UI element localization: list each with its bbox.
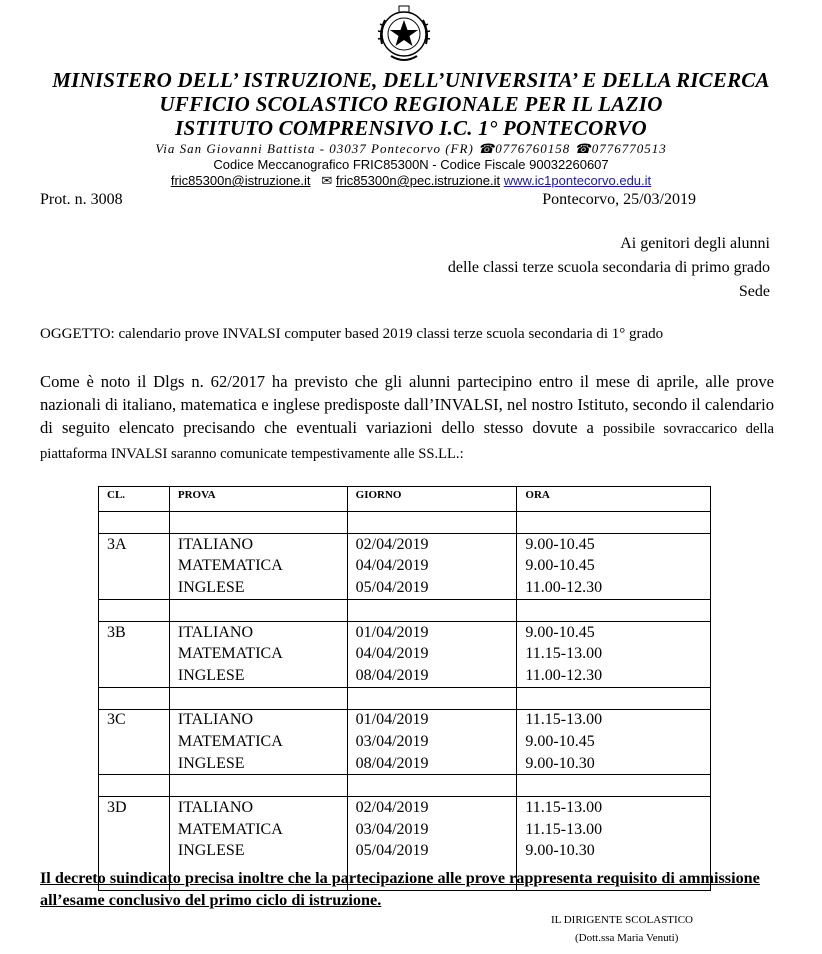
cell-giorno: 03/04/2019 xyxy=(347,731,517,753)
phone-number: 0776760158 xyxy=(495,141,571,156)
table-row xyxy=(99,731,711,753)
cell-prova: INGLESE xyxy=(169,841,347,863)
table-row xyxy=(99,819,711,841)
cell-prova: ITALIANO xyxy=(169,797,347,819)
recipient-line: delle classi terze scuola secondaria di primo grado xyxy=(447,259,770,276)
table-row xyxy=(99,621,711,643)
cell-ora: 11.15-13.00 xyxy=(517,643,711,665)
protocol-number: Prot. n. 3008 xyxy=(40,191,123,208)
cell-ora: 9.00-10.30 xyxy=(517,841,711,863)
cell-giorno: 05/04/2019 xyxy=(347,841,517,863)
cell-prova: MATEMATICA xyxy=(169,643,347,665)
cell-giorno: 03/04/2019 xyxy=(347,819,517,841)
cell-prova: ITALIANO xyxy=(169,709,347,731)
institute-title: ISTITUTO COMPRENSIVO I.C. 1° PONTECORVO xyxy=(175,116,647,140)
cell-giorno: 05/04/2019 xyxy=(347,577,517,599)
admission-note: Il decreto suindicato precisa inoltre che la partecipazione alle prove rappresenta requisito di ammissione all’esame conclusivo del primo ciclo di istruzione. xyxy=(40,869,760,909)
cell-ora: 11.00-12.30 xyxy=(517,665,711,687)
table-header-row xyxy=(99,487,711,512)
address-line xyxy=(0,141,822,157)
cell-ora: 9.00-10.45 xyxy=(517,556,711,578)
header-cl: CL. xyxy=(99,487,170,512)
emails-line xyxy=(0,173,822,189)
cell-prova: ITALIANO xyxy=(169,534,347,556)
recipients xyxy=(448,232,770,304)
mail-icon: ✉ xyxy=(321,173,333,188)
table-spacer-row xyxy=(99,599,711,621)
cell-ora: 9.00-10.45 xyxy=(517,621,711,643)
cell-prova: MATEMATICA xyxy=(169,819,347,841)
website-link[interactable]: www.ic1pontecorvo.edu.it xyxy=(503,173,652,188)
address: Via San Giovanni Battista - 03037 Pontecorvo (FR) xyxy=(155,141,479,156)
fax-icon: ☎ xyxy=(574,141,592,156)
table-spacer-row xyxy=(99,775,711,797)
cell-giorno: 08/04/2019 xyxy=(347,753,517,775)
cell-giorno: 04/04/2019 xyxy=(347,556,517,578)
place-date: Pontecorvo, 25/03/2019 xyxy=(542,191,696,208)
cell-prova: MATEMATICA xyxy=(169,731,347,753)
table-spacer-row xyxy=(99,687,711,709)
cell-giorno: 01/04/2019 xyxy=(347,621,517,643)
cell-ora: 9.00-10.30 xyxy=(517,753,711,775)
table-row xyxy=(99,643,711,665)
table-row xyxy=(99,665,711,687)
cell-ora: 9.00-10.45 xyxy=(517,534,711,556)
recipient-line: Sede xyxy=(738,283,770,300)
table-row xyxy=(99,577,711,599)
cell-class: 3C xyxy=(99,709,170,731)
table-row xyxy=(99,556,711,578)
cell-giorno: 01/04/2019 xyxy=(347,709,517,731)
cell-ora: 11.15-13.00 xyxy=(517,797,711,819)
cell-giorno: 02/04/2019 xyxy=(347,534,517,556)
recipient-line: Ai genitori degli alunni xyxy=(620,235,770,252)
cell-giorno: 04/04/2019 xyxy=(347,643,517,665)
office-title: UFFICIO SCOLASTICO REGIONALE PER IL LAZIO xyxy=(159,92,663,116)
fax-number: 0776770513 xyxy=(591,141,667,156)
ministry-title: MINISTERO DELL’ ISTRUZIONE, DELL’UNIVERSITA’ E DELLA RICERCA xyxy=(52,68,770,92)
email-link[interactable]: fric85300n@istruzione.it xyxy=(170,173,311,188)
cell-giorno: 08/04/2019 xyxy=(347,665,517,687)
table-row xyxy=(99,797,711,819)
republic-emblem-icon xyxy=(375,4,433,66)
table-row xyxy=(99,709,711,731)
cell-ora: 11.15-13.00 xyxy=(517,819,711,841)
phone-icon: ☎ xyxy=(478,141,496,156)
table-row xyxy=(99,841,711,863)
signature-role: IL DIRIGENTE SCOLASTICO xyxy=(551,914,693,926)
body-main: Come è noto il Dlgs n. 62/2017 ha previsto che gli alunni partecipino entro il mese di aprile, alle prove nazionali di italiano, matematica e inglese predisposte dall’INVALSI, nel nostro Istituto, secondo il calendario di seguito elencato precisando che eventuali variazioni dello stesso dovute a xyxy=(40,372,774,437)
signature-name: (Dott.ssa Maria Venuti) xyxy=(575,932,679,944)
table-row xyxy=(99,753,711,775)
cell-ora: 11.00-12.30 xyxy=(517,577,711,599)
cell-prova: INGLESE xyxy=(169,577,347,599)
schedule-table xyxy=(98,486,711,891)
table-row xyxy=(99,534,711,556)
cell-prova: ITALIANO xyxy=(169,621,347,643)
cell-ora: 9.00-10.45 xyxy=(517,731,711,753)
cell-class: 3D xyxy=(99,797,170,819)
codes-line: Codice Meccanografico FRIC85300N - Codice Fiscale 90032260607 xyxy=(213,157,609,172)
cell-prova: INGLESE xyxy=(169,665,347,687)
header-giorno: GIORNO xyxy=(347,487,517,512)
body-paragraph xyxy=(40,370,774,466)
cell-prova: MATEMATICA xyxy=(169,556,347,578)
body-last: possibile sovraccarico della piattaforma INVALSI saranno comunicate tempestivamente alle SS.LL.: xyxy=(40,421,775,462)
cell-prova: INGLESE xyxy=(169,753,347,775)
cell-giorno: 02/04/2019 xyxy=(347,797,517,819)
cell-class: 3A xyxy=(99,534,170,556)
cell-class: 3B xyxy=(99,621,170,643)
header-ora: ORA xyxy=(517,487,711,512)
pec-link[interactable]: fric85300n@pec.istruzione.it xyxy=(335,173,501,188)
subject-line: OGGETTO: calendario prove INVALSI computer based 2019 classi terze scuola secondaria di 1° grado xyxy=(40,326,664,342)
cell-ora: 11.15-13.00 xyxy=(517,709,711,731)
header-prova: PROVA xyxy=(169,487,347,512)
table-spacer-row xyxy=(99,512,711,534)
